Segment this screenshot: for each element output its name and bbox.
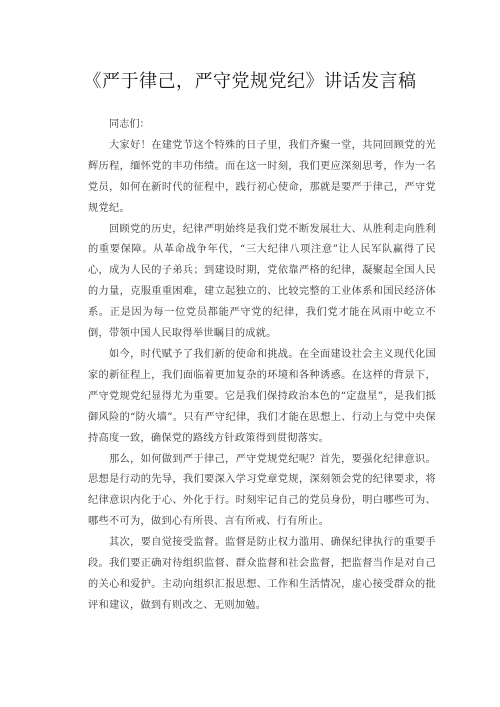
paragraph-5: 其次，要自觉接受监督。监督是防止权力滥用、确保纪律执行的重要手段。我们要正确对待组织监督、群众监督和社会监督，把监督当作是对自己的关心和爱护。主动向组织汇报思想、工作和生活情况，虚心接受群众的批评和建议，做到有则改之、无则加勉。 <box>88 537 436 611</box>
paragraph-3: 如今，时代赋予了我们新的使命和挑战。在全面建设社会主义现代化国家的新征程上，我们面临着更加复杂的环境和各种诱惑。在这样的背景下，严守党规党纪显得尤为重要。它是我们保持政治本色的“定盘星”，是我们抵御风险的“防火墙”。只有严守纪律，我们才能在思想上、行动上与党中央保持高度一致，确保党的路线方针政策得到贯彻落实。 <box>88 348 436 444</box>
document-body <box>88 115 436 617</box>
paragraph-1: 大家好！在建党节这个特殊的日子里，我们齐聚一堂，共同回顾党的光辉历程，缅怀党的丰功伟绩。而在这一时刻，我们更应深刻思考，作为一名党员，如何在新时代的征程中，践行初心使命，那就是要严于律己，严守党规党纪。 <box>88 139 436 214</box>
paragraph-4: 那么，如何做到严于律己，严守党规党纪呢？首先，要强化纪律意识。思想是行动的先导，我们要深入学习党章党规，深刻领会党的纪律要求，将纪律意识内化于心、外化于行。时刻牢记自己的党员身份，明白哪些可为、哪些不可为，做到心有所畏、言有所戒、行有所止。 <box>88 453 436 528</box>
paragraph-2: 回顾党的历史，纪律严明始终是我们党不断发展壮大、从胜利走向胜利的重要保障。从革命战争年代，“三大纪律八项注意”让人民军队赢得了民心，成为人民的子弟兵；到建设时期，党依靠严格的纪律，凝聚起全国人民的力量，克服重重困难，建立起独立的、比较完整的工业体系和国民经济体系。正是因为每一位党员都能严守党的纪律，我们党才能在风雨中屹立不倒，带领中国人民取得举世瞩目的成就。 <box>88 223 436 340</box>
salutation: 同志们： <box>109 119 150 130</box>
document-title: 《严于律己，严守党规党纪》讲话发言稿 <box>83 71 417 92</box>
